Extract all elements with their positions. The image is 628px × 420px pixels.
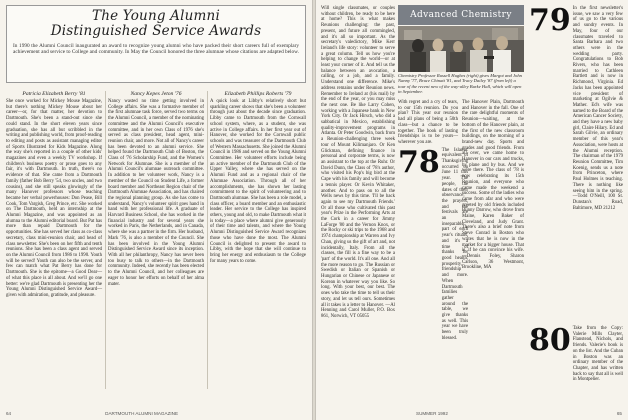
sidebar-header: [398, 5, 524, 25]
sidebar-title: Advanced Chemistry: [410, 10, 512, 20]
class-year-text: In the first newsletter's issue, we saw a very few of us go to the various and sundry events. In May, four of our classmates traveled to Santa Barbara and two others were in the wedding party. Congratulations to Bob Rivers, who has been married to Cathleen Bartlett and is now in Richmond, Virginia. Ed Jacks has been appointed vice president of marketing at Ogilvie & Mather. Ed's wife was named to the Board of the American Cancer Society, and they have a new baby girl, Claire Hilary. Ed and Sarah Gilvie, an ordinary member of this year's Association, were hosts at the Alumni reception. The chairman of the 1979 Reunion Committee, Tim Koenig, sends us a note from Princeton, where Paul Holmes is teaching. There is nothing like seeing him in the spring. —Todd O'Neill, 100 St. Dunstan's Road, Baltimore, MD 21212: [572, 6, 623, 211]
class-notes-column-1: [321, 6, 395, 406]
bio-column-berry: [6, 91, 102, 391]
class-year-block-78: [398, 144, 469, 342]
feature-intro: In 1990 the Alumni Council inaugurated an award to recognize young alumni who have packed their short careers full of exemplary achievement and service to College and community. In May the Council honored the three alumnae whose citations are adapted below.: [13, 43, 299, 56]
class-notes-text: With regret and a cry of tears, to our 15th reunion. Do you plan? This year our reunion had all plans of being a 50th class—but a chance to be together. The book of lasting friendships is to be yours—wherever you are.: [398, 100, 458, 145]
left-page: [0, 0, 312, 420]
class-year-number: 79: [529, 3, 571, 38]
class-year-block-80: [529, 323, 623, 383]
bio-text: Nancy wasted no time getting involved in College affairs. She was a formative member of the first alumnae task force, served two terms on the Alumni Council, a member of the nominating committee and the Alumni Council's executive committee, and in her own Class of 1976 she's served as class president, head agent, mini-reunion chair, and more. Not all of Nancy's career has been devoted to an alumni service. She helped found the Dartmouth Club of Boston, the Class of '76 Scholarship Fund, and the Women's Network for Alumnae. She is a member of the Alumni Council's alumnae outreach committee. In addition to her volunteer work, Nancy is a member of the Council on Student Life, a former board member and Northeast Region chair of the Dartmouth Alumnae Association, and has chaired the regional planning group. As she has come to understand, Nancy's volunteer spirit goes hand in hand with her professional life. A graduate of Harvard Business School, she has worked in the financial industry and for several years she worked in Paris, the Netherlands, and in Canada, where she was a partner in the firm. Her husband, Mark '76, is also a member of the Council. She has been involved in the Young Alumni Distinguished Service Award since its inception. With all her philanthropy, Nancy has never been too busy to talk to others—in the Dartmouth community. Indeed, she recently has been elected to the Alumni Council, and her colleagues are eager to honor her efforts on behalf of her alma mater.: [108, 99, 204, 287]
class-notes-column-2: [398, 100, 469, 400]
bio-name: Elizabeth Phillips Roberts '79: [224, 91, 292, 97]
class-year-text: The Islamic equivalent of Thanksgiving occurred on June 11 this year. The people, the dates of their observance, the prayers, and the festivals are an inseparable part of each year's rituals, and it's a time of thanks for good health, prosperity, friendship and more. When Dartmouth families gather around the table, we give thanks as well. This year we have been truly blessed.: [441, 147, 469, 341]
right-page: [316, 0, 628, 420]
chemistry-photo: [398, 26, 524, 72]
bio-text: A quick look at Libby's relatively short but sparkling career shows that she's been a volunteer through just about the decade since graduation. Libby came to Dartmouth from the Cornwall school system, where, as a student, she was active in College affairs. In her first year out of Hanover, she worked for the Cornwall public schools and was treasurer of the Dartmouth Club of Western Massachusetts. She joined the Alumni Council in 1986 and served on the Young Alumni Committee. Her volunteer efforts include being an active member of the Dartmouth Club of the Upper Valley, where she has served on the Alumni Fund and as a regional chair of the Alumnae Association. Through all of her accomplishments, she has shown her lasting commitment to the spirit of volunteering and to Dartmouth alumnae. She has been a role model, a class officer, a board member and an enthusiastic leader. Her service to the College has inspired others, young and old, to make Dartmouth what it is today—a place where alumni give generously of their time and talents, and where the Young Alumni Distinguished Service Award recognizes those who have done the most. The Alumni Council is delighted to present the award to Libby, with the hope that she will continue to bring her energy and enthusiasm to the College for many years to come.: [210, 99, 306, 264]
photo-caption: Chemistry Professor Russell Hughes (right) gives Margot and John Nanny '77, Bruce Chinatt '81, and Tracy Dailey '87 (from left) a tour of the recent new of the way-alley Burke Hall, which will open in September.: [398, 73, 522, 95]
issue-date: SUMMER 1992: [416, 411, 448, 416]
feature-title-line1: The Young Alumni: [92, 8, 220, 24]
class-year-text: Take from the Copy: Valerie Mills Clayter, Flanstead, Nichols, and friends. Valerie's book is on the list. And the Cuban in Boston was an ordinary member of the Chapter, and has written back to say that all is well in Montpelier.: [572, 326, 623, 383]
magazine-name: DARTMOUTH ALUMNI MAGAZINE: [105, 411, 179, 416]
class-year-number: 80: [529, 323, 571, 358]
left-footer: [6, 411, 306, 416]
bio-name: Nancy Kepes Jeton '76: [130, 91, 182, 97]
class-notes-column-4b: [529, 323, 623, 406]
bio-name: Patricia Elizabeth Berry '81: [22, 91, 86, 97]
class-notes-text: The Hanover Plain, Dartmouth and Hanover in the fall. One of the rare delightful moments of Reunion—waiting, at the bottom of the Hanover plain, at the first of the new classroom buildings, on the morning of a brand-new day. Sports and grades and good friends. From all over, we came home to Hanover in our cars and trucks, by plane and by bus. And we were there. The class of '78 is now celebrating its 15th Reunion, and everyone who came made the weekend a success. Some of the ladies who came from afar and who were greeted by old friends included Bunny Darrow, who drove from Maine, Karen Baker of Cleveland, and Judy Grant. There's also a brief note from Steve Conrad in Boston who writes that he is now in the market for a bigger house. That is, if he can convince his wife. —Dennis Foley, Sharon Carlson, 36 Westmont, Brookline, MA: [462, 100, 524, 271]
class-notes-column-3: [462, 100, 524, 400]
feature-title-line2: Distinguished Service Awards: [50, 23, 262, 39]
bio-text: She once worked for Mickey Mouse Magazine, but there's nothing Mickey Mouse about her career—or, for that matter, her devotion to Dartmouth. She's been a stand-out since she could stand. In the short eleven years since graduation, she has all but scribbled in the writing and publishing world, from proof-reading to editing and posts as assistant managing editor of Sports Illustrated for Kids Magazine. Along the way she's reported in a couple of other kids' magazines and even a weekly TV workshop. If children's business poetry or prose goes to any fair, it's with Dartmouth. In truth, there's no evidence of that. She came from a Dartmouth family (father Bob Berry '54, two uncles, and two cousins), and she still speaks glowingly of the many Hanover professors whose teaching became her verbal powerhouses: Don Pease, Bill Cook, Tom Vargish, Greg Prince, etc. She worked on The Dartmouth, held an internship at the Alumni Magazine, and was appointed as an alumna to the Alumni editorial board. But Pat has more than repaid Dartmouth for the opportunities. She has served her class as co-class secretary, class mini-reunion chair, and head of class newsletter. She's been on her fifth and tenth reunions. She has been a class agent and served on the Alumni Council from 1986 to 1990. Youth will be served! Youth can also be the server, and few can match what Pat Berry has done for Dartmouth. She is the epitome—a Good Dear—of what this place is all about. And we'll go one better: we're glad Dartmouth is presenting her the Young Alumni Distinguished Service Award—given with admiration, gratitude, and pleasure.: [6, 99, 102, 298]
class-notes-text: Will single classmates, or couples without children, be ready to be here at home? This is what makes Reunions challenging: the past, present, and future all commingled, and it's all so important. As the secretary's valedictory, Mike Kerr Ireland's life story: volunteer to serve a great column. Tell us how you're helping to change the world—or at least your corner of it. And tell us the balance between an avocation, a calling, or a job, and a family. Understand one difference. Mike's address remains under Reunion news. Remember to Ireland at (his mail) by the end of the year, or you may miss the next one. Be like Larry Cohen, working with a Japanese bank in New York City. Or Jack Hirsch, who did a sabbatical in Mexico, establishing quality-improvement programs in Atlanta. Or Peter Goodwin, back from a Reunion-challenging three week tour of Mount Kilimanjaro. Or Ken Glickman, defining finance in personal and corporate terms, is now an assistant to the top at the Ruhr. Or David Dunn, the Class of '78's author, who visited his Pop's big bird at the Cape with his family and will become a tennis player. Or Kevin Whitaker, another. And to pass on to all the Wells news by this time. 'I'll be back again to see my Dartmouth Friends.' Or all those who cultivated this past year's Prize in the Performing Arts at the Cork in a career for Jimmy LaForge '80 and the Vernon Knox, or the Rocky or ski trips to the 1968 and 1974 championship at Warren and Ivy Chan, giving us the gift of art and, not incidentally, Italy. From all the classes, the fill is a fine way to be a 'part' of the world. It's all one. And all the more reason to go. The Russian or Swedish or Italian or Spanish or Hungarian or Chinese or Japanese or Korean in whatever way you like. So long. With your best, our best. The ones who take the time to tell us their story, and let us tell ours. Sometimes all it takes is a letter to Hanover. —Al Henning and Carol Muller, P.O. Box 861, Norwich, VT 05055: [321, 6, 395, 319]
class-year-block-79: [529, 3, 623, 211]
page-number: 64: [6, 411, 12, 416]
page-number: 65: [616, 411, 622, 416]
feature-header: [6, 5, 306, 83]
bio-column-roberts: [210, 91, 306, 391]
class-year-number: 78: [398, 144, 440, 180]
column-divider: [207, 91, 208, 389]
bio-column-jeton: [108, 91, 204, 391]
column-divider: [105, 91, 106, 389]
